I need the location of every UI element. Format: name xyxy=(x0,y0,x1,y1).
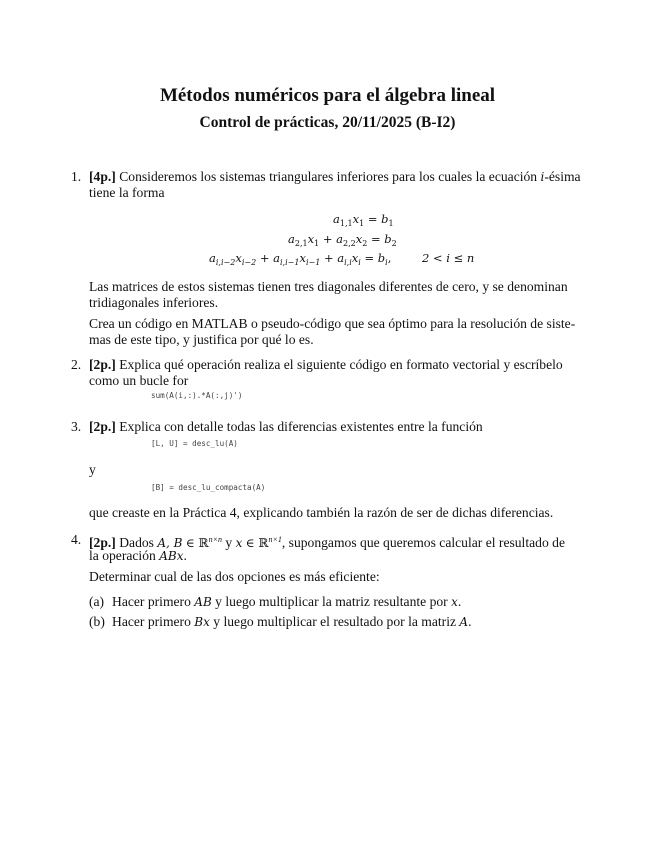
option-b-math-1: Bx xyxy=(194,615,210,629)
question-3-text-after: que creaste en la Práctica 4, explicando también la razón de ser de dichas diferencias. xyxy=(89,505,554,520)
option-a-text xyxy=(112,594,461,610)
question-4-y: y xyxy=(225,535,233,550)
option-a-pre: Hacer primero xyxy=(112,594,191,609)
option-b-label: (b) xyxy=(89,614,105,629)
question-4-line-2 xyxy=(89,548,187,564)
question-1-number: 1. xyxy=(71,169,82,184)
question-3-code-2: [B] = desc_lu_compacta(A) xyxy=(151,483,266,492)
question-2-points: [2p.] xyxy=(89,357,116,372)
question-4-points: [2p.] xyxy=(89,535,116,550)
option-a-label: (a) xyxy=(89,594,105,609)
question-3-line-1 xyxy=(89,419,483,435)
option-a-end: . xyxy=(457,594,462,609)
question-4-in-2: ∈ ℝ xyxy=(245,536,269,550)
question-1-i: i xyxy=(540,170,545,184)
question-3-points: [2p.] xyxy=(89,419,116,434)
question-1-para-2-line-1: Crea un código en MATLAB o pseudo-código que sea óptimo para la resolución de siste- xyxy=(89,316,576,331)
equation-1: $a_{1,1}x_1 = b_1$ xyxy=(333,212,394,228)
question-1-points: [4p.] xyxy=(89,169,116,184)
question-1-para-1-line-1: Las matrices de estos sistemas tienen tres diagonales diferentes de cero, y se denominan xyxy=(89,279,568,294)
option-b-mid: y luego multiplicar el resultado por la matriz xyxy=(213,614,457,629)
option-b-text xyxy=(112,614,472,630)
question-2-text: Explica qué operación realiza el siguiente código en formato vectorial y escríbelo xyxy=(119,357,563,372)
question-4-text-post: , supongamos que queremos calcular el resultado de xyxy=(281,535,565,550)
question-4-number: 4. xyxy=(71,532,82,547)
question-2-code: sum(A(i,:).*A(:,j)') xyxy=(151,391,243,400)
question-4-in-1: ∈ ℝ xyxy=(185,536,209,550)
question-4-line-2-pre: la operación xyxy=(89,548,156,563)
option-b-pre: Hacer primero xyxy=(112,614,191,629)
question-3-text: Explica con detalle todas las diferencias existentes entre la función xyxy=(119,419,483,434)
equation-3: $a_{i,i-2}x_{i-2} + a_{i,i-1}x_{i-1} + a_{i,i}x_i = b_i$, xyxy=(209,251,392,267)
question-1-line-2: tiene la forma xyxy=(89,185,165,200)
equation-2: $a_{2,1}x_1 + a_{2,2}x_2 = b_2$ xyxy=(288,232,397,248)
option-a-math-1: AB xyxy=(194,595,212,609)
question-2-line-1 xyxy=(89,357,563,373)
question-4-question: Determinar cual de las dos opciones es más eficiente: xyxy=(89,569,380,584)
question-1-para-2-line-2: mas de este tipo, y justifica por qué lo es. xyxy=(89,332,314,347)
question-4-math-x: x xyxy=(235,536,243,550)
equation-3-condition: 2 < i ≤ n xyxy=(422,251,475,265)
question-2-line-2: como un bucle for xyxy=(89,373,189,388)
page-title: Métodos numéricos para el álgebra lineal xyxy=(159,85,496,106)
page-subtitle: Control de prácticas, 20/11/2025 (B-I2) xyxy=(199,114,456,131)
question-1-para-1-line-2: tridiagonales inferiores. xyxy=(89,295,219,310)
question-4-math-ab: A, B xyxy=(157,536,183,550)
question-4-math-abx: ABx xyxy=(159,549,184,563)
question-4-text-pre: Dados xyxy=(119,535,154,550)
question-4-nxn: n×n xyxy=(208,535,222,544)
question-1-line-1 xyxy=(89,169,581,185)
option-a-math-2: x xyxy=(451,595,458,609)
question-1-text: Consideremos los sistemas triangulares inferiores para los cuales la ecuación xyxy=(119,169,538,184)
question-4-line-2-post: . xyxy=(183,548,187,563)
question-1-esima: -ésima xyxy=(544,169,581,184)
option-a-mid: y luego multiplicar la matriz resultante por xyxy=(215,594,448,609)
question-3-number: 3. xyxy=(71,419,82,434)
question-3-code-1: [L, U] = desc_lu(A) xyxy=(151,439,238,448)
question-2-number: 2. xyxy=(71,357,82,372)
question-4-nx1: n×1 xyxy=(268,535,282,544)
question-3-connector: y xyxy=(89,462,96,477)
option-b-math-2: A xyxy=(459,615,469,629)
option-b-end: . xyxy=(468,614,472,629)
